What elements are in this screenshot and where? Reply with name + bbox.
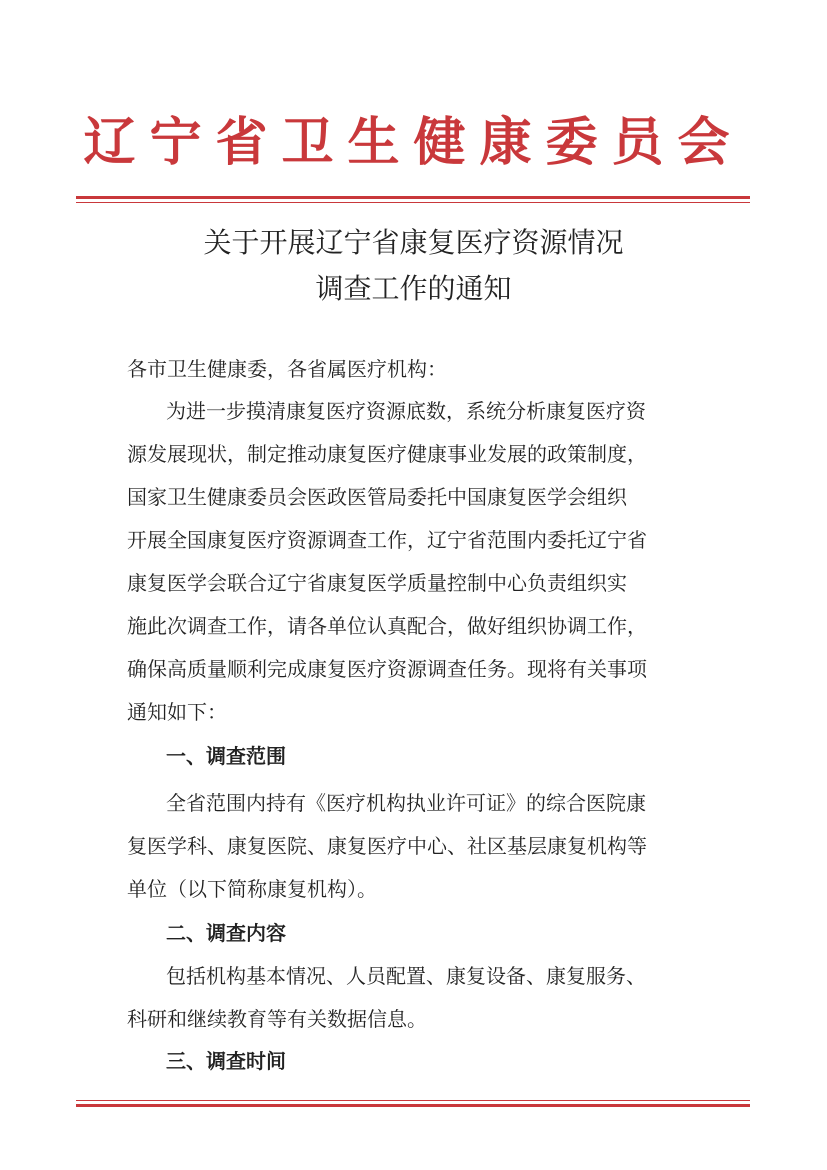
document-title-line-2: 调查工作的通知 xyxy=(315,272,512,305)
section-2-heading: 二、调查内容 xyxy=(166,921,286,945)
section-1-line: 复医学科、康复医院、康复医疗中心、社区基层康复机构等 xyxy=(127,834,647,858)
paragraph-1-line: 国家卫生健康委员会医政医管局委托中国康复医学会组织 xyxy=(127,485,627,509)
document-title-line-1: 关于开展辽宁省康复医疗资源情况 xyxy=(203,226,624,259)
letterhead-rule-thick xyxy=(76,196,750,199)
letterhead-org-name: 辽宁省卫生健康委员会 xyxy=(83,112,744,173)
letterhead-rule-thin xyxy=(76,202,750,203)
paragraph-1-line: 为进一步摸清康复医疗资源底数，系统分析康复医疗资 xyxy=(166,399,646,423)
paragraph-1-line: 开展全国康复医疗资源调查工作，辽宁省范围内委托辽宁省 xyxy=(127,528,647,552)
paragraph-1-line: 源发展现状，制定推动康复医疗健康事业发展的政策制度， xyxy=(127,442,647,466)
section-1-line: 单位（以下简称康复机构）。 xyxy=(127,877,377,901)
section-1-line: 全省范围内持有《医疗机构执业许可证》的综合医院康 xyxy=(166,791,646,815)
paragraph-1-line: 康复医学会联合辽宁省康复医学质量控制中心负责组织实 xyxy=(127,571,627,595)
paragraph-1-line: 通知如下： xyxy=(127,700,227,724)
section-3-heading: 三、调查时间 xyxy=(166,1049,286,1073)
paragraph-1-line: 确保高质量顺利完成康复医疗资源调查任务。现将有关事项 xyxy=(127,657,647,681)
footer-rule-thin xyxy=(76,1100,750,1101)
paragraph-1-line: 施此次调查工作，请各单位认真配合，做好组织协调工作， xyxy=(127,614,647,638)
salutation: 各市卫生健康委，各省属医疗机构： xyxy=(127,357,447,381)
section-2-line: 科研和继续教育等有关数据信息。 xyxy=(127,1007,427,1031)
section-1-heading: 一、调查范围 xyxy=(166,744,286,768)
footer-rule-thick xyxy=(76,1104,750,1107)
section-2-line: 包括机构基本情况、人员配置、康复设备、康复服务、 xyxy=(166,964,646,988)
